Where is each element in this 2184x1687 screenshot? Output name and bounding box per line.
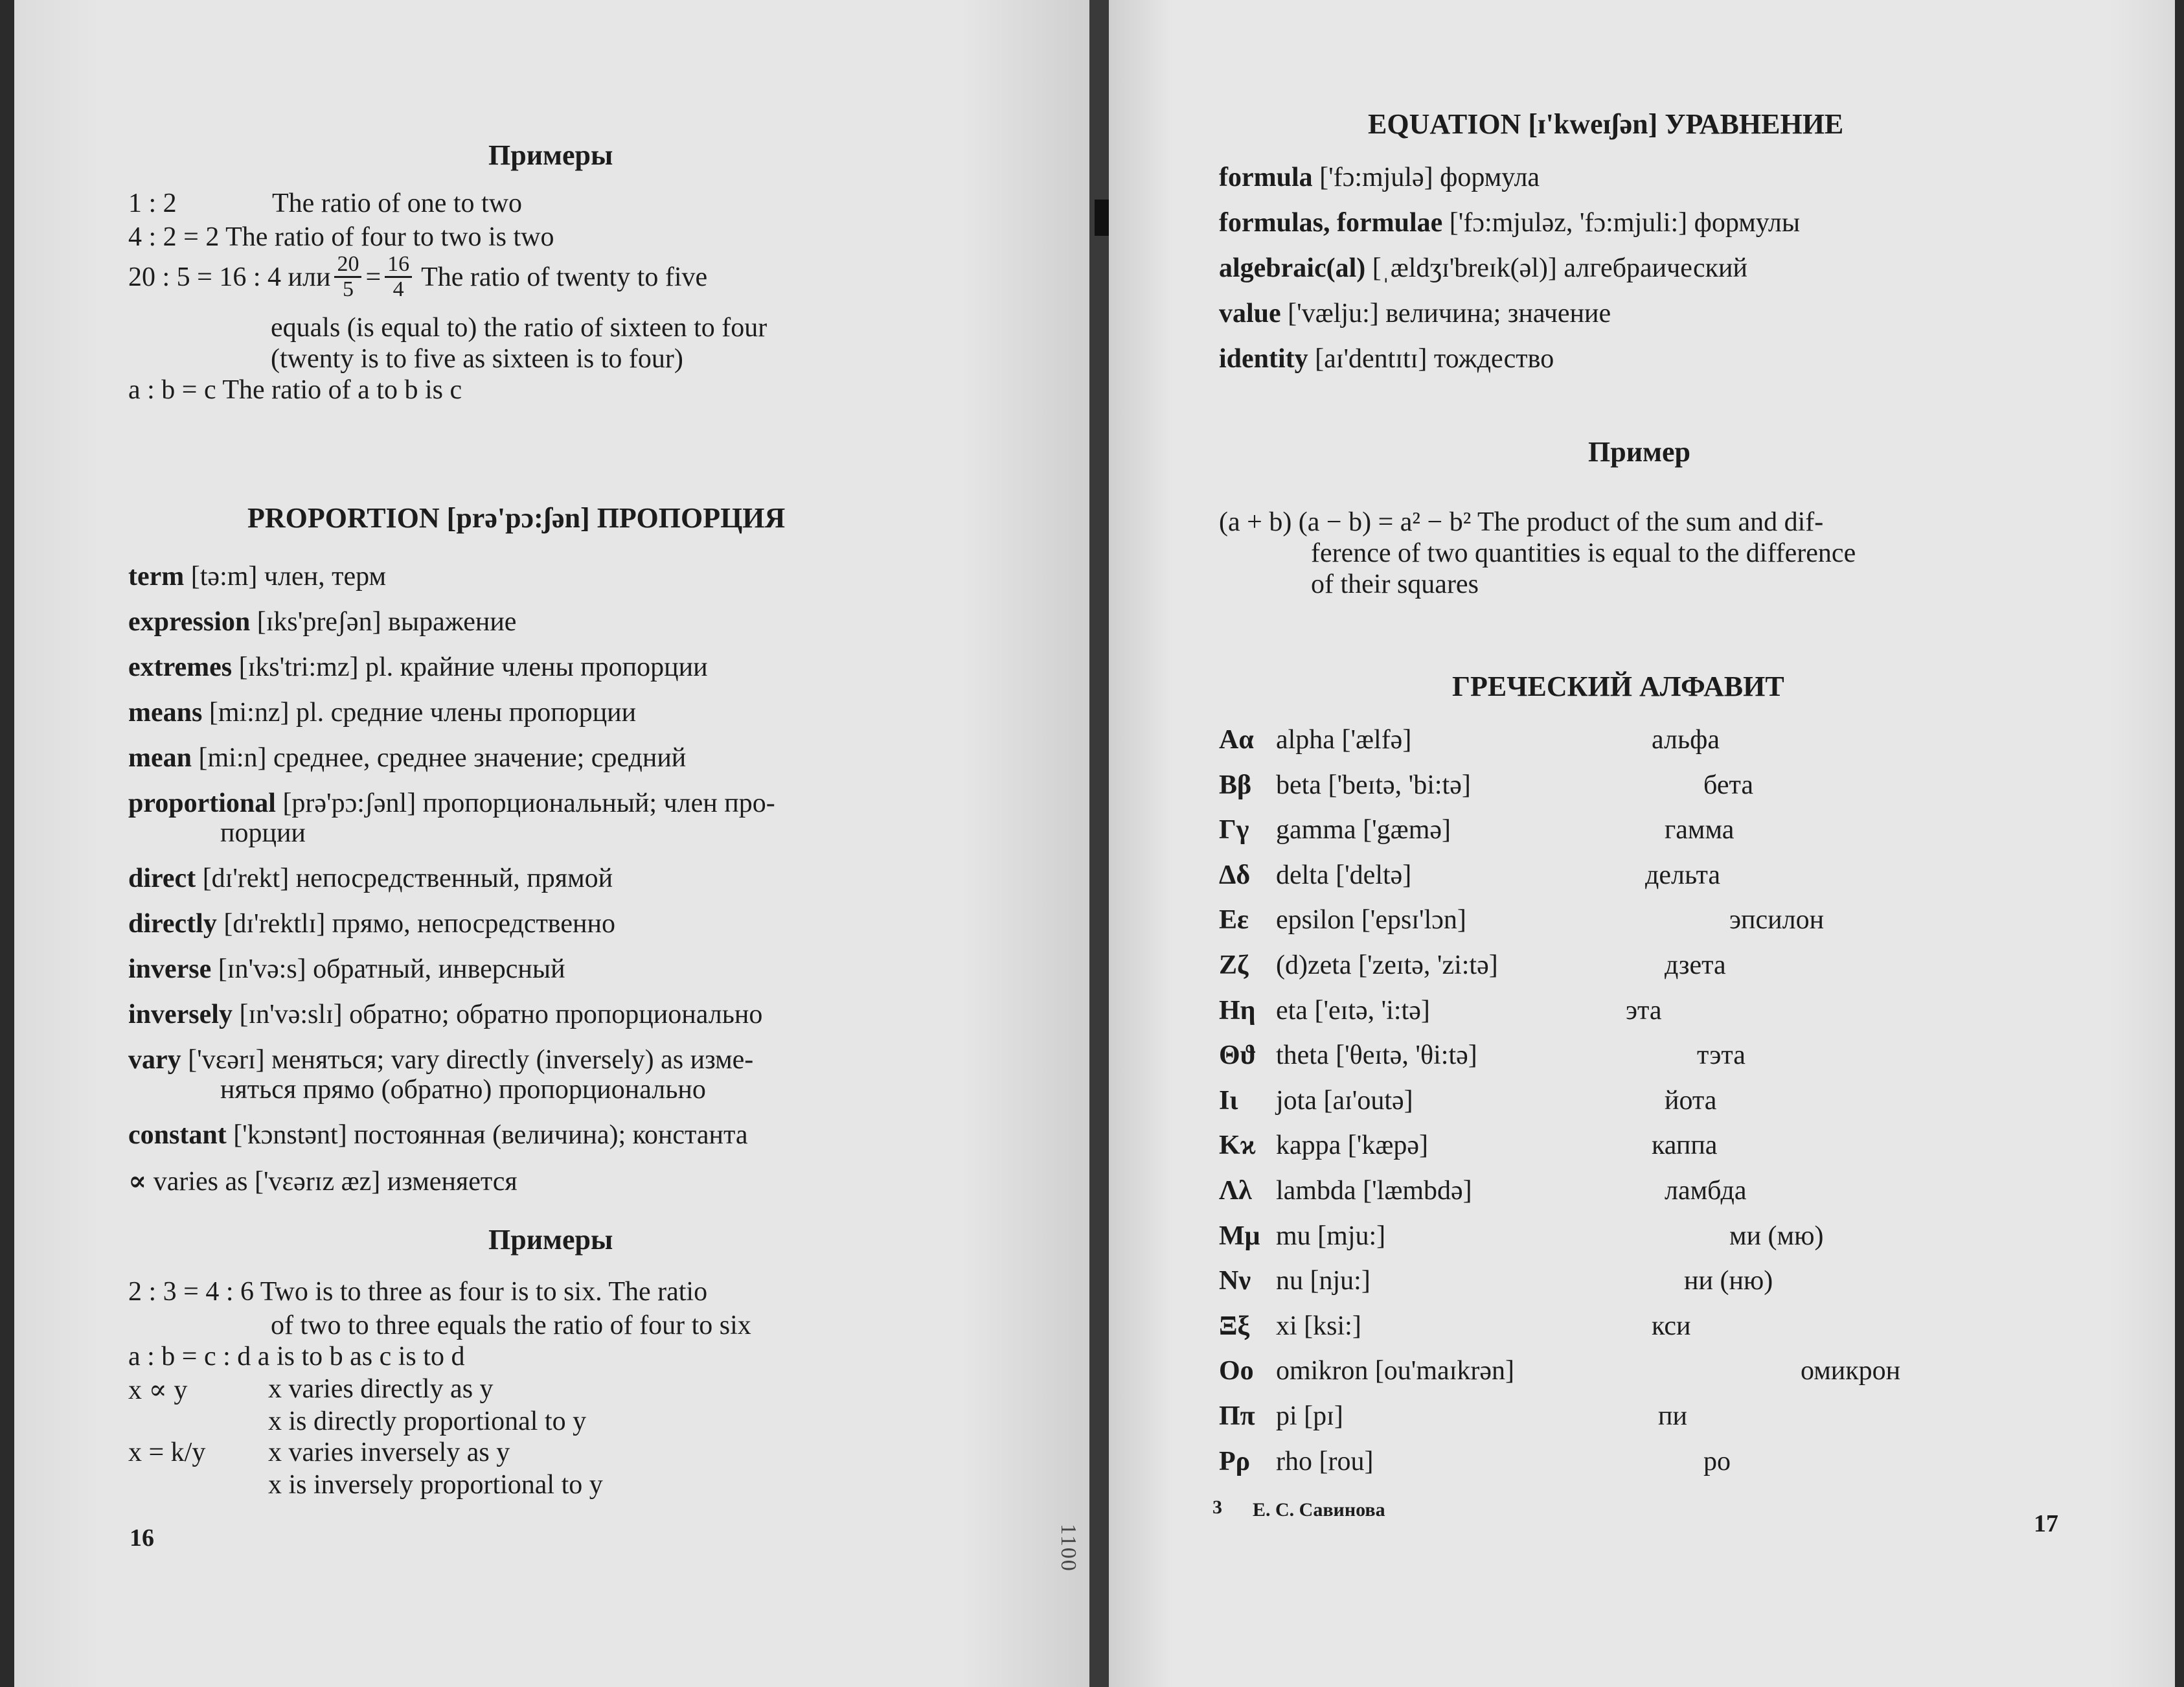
example-line: 1 : 2 xyxy=(128,189,177,218)
term-entry xyxy=(128,999,762,1030)
greek-letter-name: kappa ['kæpə] xyxy=(1276,1130,1428,1161)
example-line: 2 : 3 = 4 : 6 Two is to three as four is to six. The ratio xyxy=(128,1277,708,1307)
term-word: inverse xyxy=(128,954,212,984)
term-definition: [dɪ'rekt] непосредственный, прямой xyxy=(196,864,613,893)
greek-letter-pair: Λλ xyxy=(1219,1176,1252,1206)
greek-letter-russian: омикрон xyxy=(1801,1356,1901,1386)
greek-letter-pair: Γγ xyxy=(1219,815,1249,845)
greek-letter-russian: пи xyxy=(1658,1401,1687,1431)
term-definition: [ɪks'preʃən] выражение xyxy=(250,607,517,637)
examples-heading: Примеры xyxy=(488,139,613,171)
example-line: x varies directly as y xyxy=(268,1374,494,1404)
term-word: directly xyxy=(128,909,217,939)
example-line: of two to three equals the ratio of four to six xyxy=(271,1311,751,1340)
greek-letter-russian: ламбда xyxy=(1665,1176,1747,1206)
example-heading: Пример xyxy=(1588,436,1691,468)
term-definition: няться прямо (обратно) пропорционально xyxy=(220,1075,706,1105)
greek-letter-russian: эта xyxy=(1626,995,1662,1026)
greek-letter-russian: бета xyxy=(1703,770,1753,800)
term-definition: [ɪks'tri:mz] pl. крайние члены пропорции xyxy=(232,652,708,682)
greek-letter-name: (d)zeta ['zeɪtə, 'zi:tə] xyxy=(1276,950,1498,980)
greek-letter-pair: Θϑ xyxy=(1219,1040,1257,1071)
signature-author: Е. С. Савинова xyxy=(1253,1499,1385,1521)
term-word: identity xyxy=(1219,344,1308,374)
example-line: x = k/y xyxy=(128,1438,206,1467)
term-definition: [aɪ'dentɪtɪ] тождество xyxy=(1308,344,1554,374)
greek-letter-pair: Ιι xyxy=(1219,1085,1238,1116)
greek-letter-pair: Ζζ xyxy=(1219,950,1249,980)
greek-letter-pair: Οο xyxy=(1219,1356,1254,1386)
term-word: direct xyxy=(128,864,196,893)
term-word: term xyxy=(128,562,185,591)
greek-letter-pair: Ββ xyxy=(1219,770,1252,800)
term-definition: ['kɔnstənt] постоянная (величина); константа xyxy=(226,1120,748,1150)
term-entry xyxy=(128,863,613,894)
example-line: (twenty is to five as sixteen is to four) xyxy=(271,344,683,374)
greek-letter-name: gamma ['gæmə] xyxy=(1276,815,1451,845)
term-definition: [prə'pɔ:ʃənl] пропорциональный; член про- xyxy=(275,788,775,818)
greek-letter-russian: тэта xyxy=(1697,1040,1746,1071)
greek-letter-pair: Ρρ xyxy=(1219,1446,1251,1476)
example-line: x is directly proportional to y xyxy=(268,1406,587,1436)
greek-letter-name: xi [ksi:] xyxy=(1276,1311,1361,1341)
greek-letter-russian: каппа xyxy=(1652,1130,1718,1161)
greek-letter-pair: Κϰ xyxy=(1219,1130,1257,1161)
greek-letter-name: mu [mju:] xyxy=(1276,1221,1386,1251)
term-entry xyxy=(128,1165,518,1197)
term-word: proportional xyxy=(128,788,276,818)
greek-letter-name: jota [aɪ'outə] xyxy=(1276,1085,1413,1116)
term-definition: [mi:nz] pl. средние члены пропорции xyxy=(202,698,637,728)
greek-letter-name: lambda ['læmbdə] xyxy=(1276,1176,1472,1206)
term-continuation xyxy=(220,1074,706,1105)
term-word: mean xyxy=(128,743,192,773)
term-definition: [ˌældʒɪ'breɪk(əl)] алгебраический xyxy=(1365,253,1747,283)
signature-number: 3 xyxy=(1212,1497,1222,1518)
term-word: algebraic(al) xyxy=(1219,253,1366,283)
ratio-text: The ratio of twenty to five xyxy=(421,262,708,292)
page-number: 17 xyxy=(2034,1510,2058,1537)
example-line: x varies inversely as y xyxy=(268,1438,510,1467)
term-word: formula xyxy=(1219,163,1313,192)
example-line: ference of two quantities is equal to the difference xyxy=(1311,538,1856,568)
greek-letter-pair: Νν xyxy=(1219,1266,1251,1296)
term-word: constant xyxy=(128,1120,227,1150)
term-entry xyxy=(1219,253,1747,284)
term-entry xyxy=(1219,162,1540,193)
greek-letter-russian: гамма xyxy=(1665,815,1735,845)
term-definition: varies as ['vɛərɪz æz] изменяется xyxy=(146,1167,518,1197)
greek-letter-name: nu [nju:] xyxy=(1276,1266,1371,1296)
greek-letter-name: theta ['θeɪtə, 'θi:tə] xyxy=(1276,1040,1477,1071)
term-definition: [ɪn'və:slɪ] обратно; обратно пропорционально xyxy=(232,1000,763,1029)
term-entry xyxy=(128,606,516,637)
greek-letter-name: rho [rou] xyxy=(1276,1446,1374,1476)
greek-letter-pair: Δδ xyxy=(1219,860,1251,890)
examples-heading: Примеры xyxy=(488,1224,613,1256)
fraction xyxy=(385,253,412,301)
term-continuation xyxy=(220,818,306,849)
term-entry xyxy=(1219,207,1800,238)
term-word: formulas, formulae xyxy=(1219,208,1443,238)
term-entry xyxy=(128,561,386,592)
term-entry xyxy=(128,788,775,819)
denominator: 5 xyxy=(342,277,354,301)
term-definition: [dɪ'rektlɪ] прямо, непосредственно xyxy=(216,909,615,939)
numerator: 16 xyxy=(385,253,412,278)
greek-letter-name: omikron [ou'maɪkrən] xyxy=(1276,1356,1514,1386)
example-line: equals (is equal to) the ratio of sixteen to four xyxy=(271,313,768,343)
example-line: a : b = c : d a is to b as c is to d xyxy=(128,1342,465,1371)
greek-letter-russian: дельта xyxy=(1645,860,1721,890)
greek-letter-name: delta ['deltə] xyxy=(1276,860,1412,890)
page-number: 16 xyxy=(130,1524,154,1552)
fraction xyxy=(334,253,361,301)
example-line: x is inversely proportional to y xyxy=(268,1470,603,1500)
term-entry xyxy=(1219,343,1554,374)
term-entry xyxy=(128,652,708,683)
term-word: expression xyxy=(128,607,251,637)
term-word: inversely xyxy=(128,1000,233,1029)
greek-letter-name: eta ['eɪtə, 'i:tə] xyxy=(1276,995,1430,1026)
greek-letter-russian: эпсилон xyxy=(1729,905,1825,935)
greek-alphabet-heading: ГРЕЧЕСКИЙ АЛФАВИТ xyxy=(1452,671,1784,702)
term-definition: ['vælju:] величина; значение xyxy=(1280,299,1611,328)
denominator: 4 xyxy=(392,277,404,301)
term-word: extremes xyxy=(128,652,233,682)
greek-letter-pair: Ηη xyxy=(1219,995,1256,1026)
term-entry xyxy=(128,1044,753,1075)
term-word: value xyxy=(1219,299,1281,328)
equals-sign: = xyxy=(365,262,381,292)
greek-letter-russian: ми (мю) xyxy=(1729,1221,1824,1251)
ratio-text: 20 : 5 = 16 : 4 или xyxy=(128,262,331,292)
numerator: 20 xyxy=(334,253,361,278)
term-entry xyxy=(1219,298,1611,329)
greek-letter-pair: Μμ xyxy=(1219,1221,1260,1251)
proportion-heading: PROPORTION [prə'pɔ:ʃən] ПРОПОРЦИЯ xyxy=(247,502,786,534)
greek-letter-pair: Εε xyxy=(1219,905,1249,935)
greek-letter-name: epsilon ['epsɪ'lɔn] xyxy=(1276,905,1466,935)
greek-letter-russian: ро xyxy=(1703,1446,1731,1476)
example-line: x ∝ y xyxy=(128,1375,188,1405)
greek-letter-russian: альфа xyxy=(1652,725,1720,755)
term-definition: ['vɛərɪ] меняться; vary directly (inversely) as изме- xyxy=(181,1045,754,1075)
greek-letter-pair: Ξξ xyxy=(1219,1311,1250,1341)
term-definition: порции xyxy=(220,818,306,848)
term-definition: [mi:n] среднее, среднее значение; средний xyxy=(192,743,687,773)
example-line-fraction xyxy=(128,253,707,301)
term-entry xyxy=(128,954,565,985)
term-entry xyxy=(128,742,686,774)
book-gutter xyxy=(1089,0,1109,1687)
term-entry xyxy=(128,1119,748,1151)
gutter-number: 1100 xyxy=(1056,1524,1080,1572)
example-line: 4 : 2 = 2 The ratio of four to two is two xyxy=(128,222,554,252)
left-page xyxy=(14,0,1089,1687)
example-line: The ratio of one to two xyxy=(272,189,523,218)
term-word: means xyxy=(128,698,203,728)
term-entry xyxy=(128,908,615,939)
greek-letter-russian: кси xyxy=(1652,1311,1691,1341)
equation-heading: EQUATION [ɪ'kweɪʃən] УРАВНЕНИЕ xyxy=(1368,108,1844,140)
example-line: a : b = c The ratio of a to b is c xyxy=(128,375,462,405)
greek-letter-name: pi [pɪ] xyxy=(1276,1401,1343,1431)
term-definition: [tə:m] член, терм xyxy=(184,562,387,591)
greek-letter-russian: ни (ню) xyxy=(1684,1266,1773,1296)
greek-letter-russian: йота xyxy=(1665,1085,1717,1116)
term-definition: ['fɔ:mjuləz, 'fɔ:mjuli:] формулы xyxy=(1442,208,1801,238)
greek-letter-russian: дзета xyxy=(1665,950,1726,980)
term-word: vary xyxy=(128,1045,181,1075)
term-entry xyxy=(128,697,636,728)
example-line: (a + b) (a − b) = a² − b² The product of the sum and dif- xyxy=(1219,507,1824,537)
right-page xyxy=(1109,0,2175,1687)
greek-letter-pair: Αα xyxy=(1219,725,1254,755)
greek-letter-name: alpha ['ælfə] xyxy=(1276,725,1412,755)
greek-letter-name: beta ['beɪtə, 'bi:tə] xyxy=(1276,770,1471,800)
term-word: ∝ xyxy=(128,1167,147,1197)
example-line: of their squares xyxy=(1311,569,1479,599)
term-definition: [ɪn'və:s] обратный, инверсный xyxy=(211,954,565,984)
greek-letter-pair: Ππ xyxy=(1219,1401,1255,1431)
term-definition: ['fɔ:mjulə] формула xyxy=(1312,163,1540,192)
